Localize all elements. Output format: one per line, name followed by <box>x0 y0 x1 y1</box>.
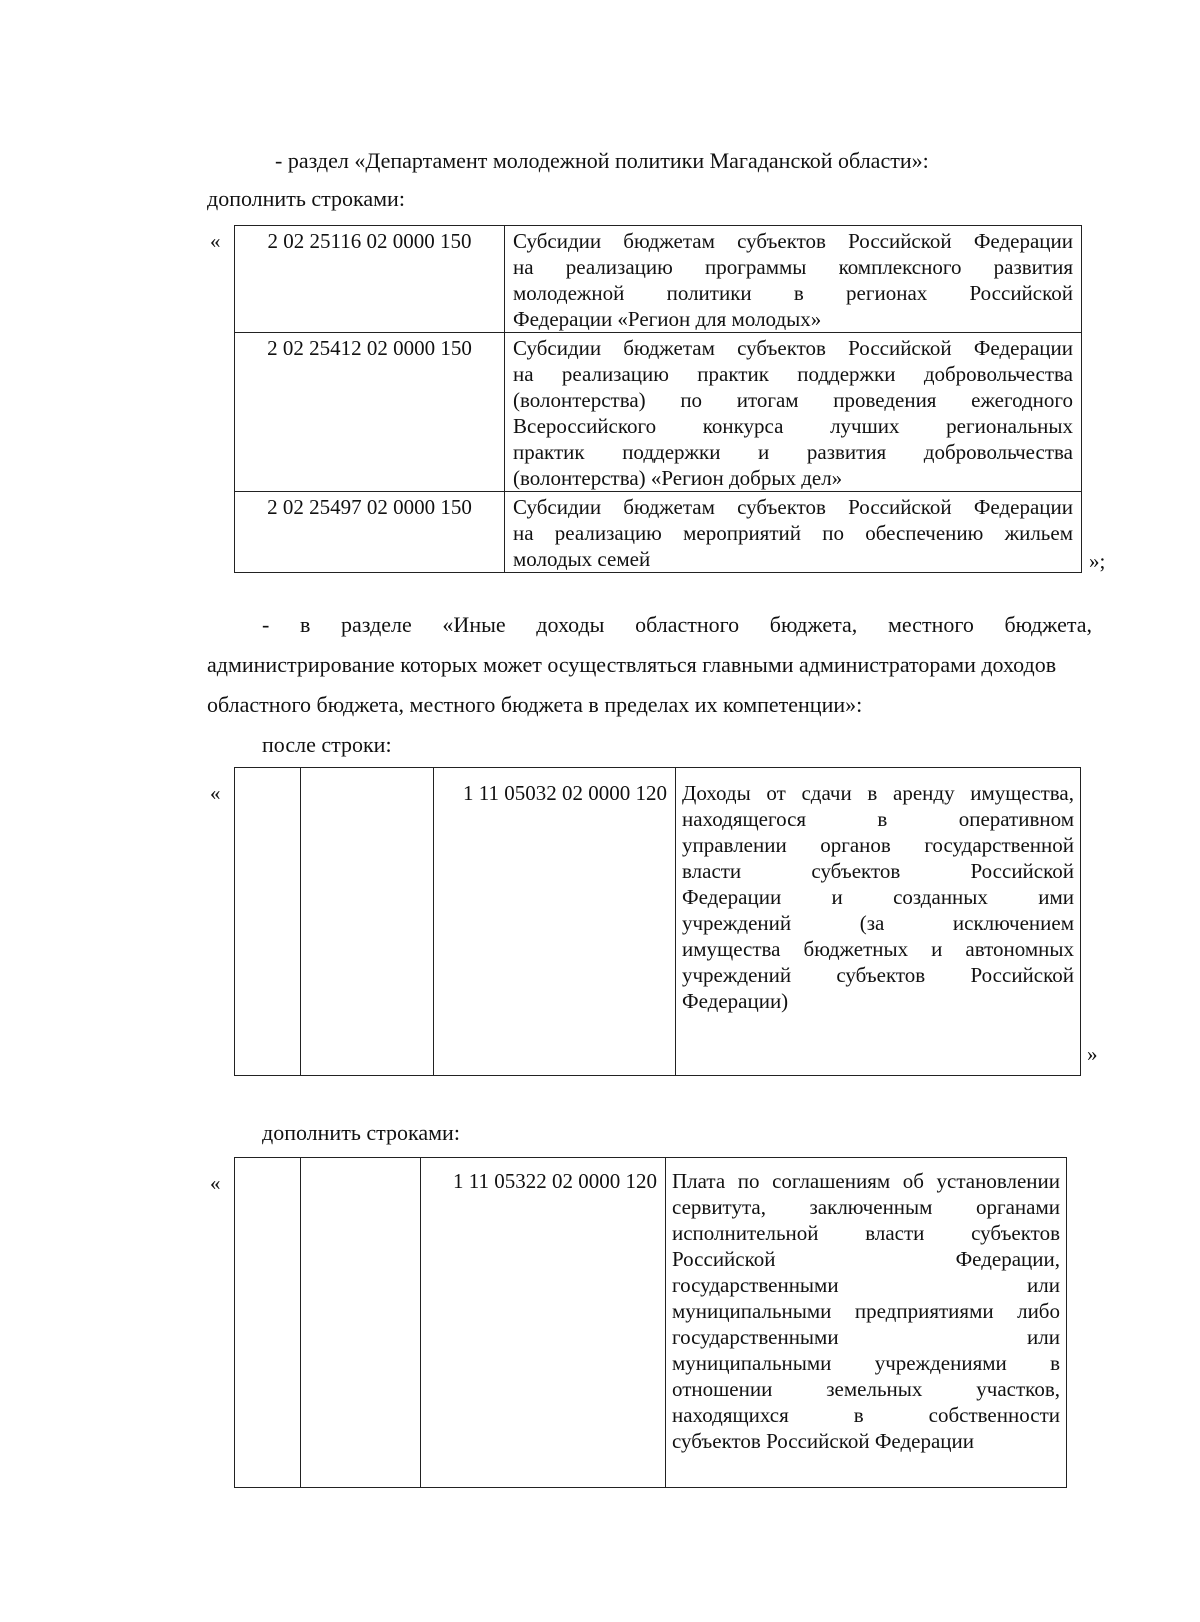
revenue-code: 2 02 25116 02 0000 150 <box>235 226 505 333</box>
new-row-table <box>234 1157 1067 1488</box>
description-line: муниципальными предприятиями либо <box>672 1299 1060 1323</box>
description-line: муниципальными учреждениями в <box>672 1351 1060 1375</box>
description-line: сервитута, заключенным органами <box>672 1195 1060 1219</box>
empty-cell <box>235 768 301 1076</box>
description-line: имущества бюджетных и автономных <box>682 937 1074 961</box>
section-2-line-3: областного бюджета, местного бюджета в пределах их компетенции»: <box>207 692 863 717</box>
description-line: практик поддержки и развития добровольчества <box>513 440 1073 464</box>
revenue-description <box>666 1158 1067 1488</box>
revenue-description <box>505 226 1082 333</box>
description-line: Субсидии бюджетам субъектов Российской Федерации <box>513 495 1073 519</box>
description-line: власти субъектов Российской <box>682 859 1074 883</box>
revenue-description <box>505 492 1082 573</box>
description-line: Плата по соглашениям об установлении <box>672 1169 1060 1193</box>
table-row <box>235 492 1082 573</box>
description-line: находящегося в оперативном <box>682 807 1074 831</box>
add-rows-label: дополнить строками: <box>207 186 405 211</box>
revenue-description <box>676 768 1081 1076</box>
description-line: Российской Федерации, <box>672 1247 1060 1271</box>
description-line: молодых семей <box>513 547 651 571</box>
description-line: Федерации) <box>682 989 789 1013</box>
close-quote-mark: »; <box>1089 549 1106 573</box>
description-line: Субсидии бюджетам субъектов Российской Федерации <box>513 336 1073 360</box>
description-line: государственными или <box>672 1325 1060 1349</box>
table-row <box>235 333 1082 492</box>
description-line: отношении земельных участков, <box>672 1377 1060 1401</box>
empty-cell <box>301 1158 421 1488</box>
description-line: на реализацию мероприятий по обеспечению жильем <box>513 521 1073 545</box>
table-row <box>235 1158 1067 1488</box>
description-line: субъектов Российской Федерации <box>672 1429 975 1453</box>
description-line: Доходы от сдачи в аренду имущества, <box>682 781 1074 805</box>
description-line: Субсидии бюджетам субъектов Российской Федерации <box>513 229 1073 253</box>
revenue-code: 2 02 25497 02 0000 150 <box>235 492 505 573</box>
description-line: на реализацию программы комплексного развития <box>513 255 1073 279</box>
description-line: Всероссийского конкурса лучших региональных <box>513 414 1073 438</box>
description-line: Федерации «Регион для молодых» <box>513 307 822 331</box>
empty-cell <box>301 768 434 1076</box>
empty-cell <box>235 1158 301 1488</box>
revenue-code: 1 11 05032 02 0000 120 <box>434 768 676 1076</box>
section-2-line-2: администрирование которых может осуществляться главными администраторами доходов <box>207 652 1057 677</box>
subsidies-table <box>234 225 1082 573</box>
table-row <box>235 226 1082 333</box>
description-line: молодежной политики в регионах Российской <box>513 281 1073 305</box>
description-line: учреждений (за исключением <box>682 911 1074 935</box>
revenue-code: 2 02 25412 02 0000 150 <box>235 333 505 492</box>
revenue-description <box>505 333 1082 492</box>
section-title-line: - раздел «Департамент молодежной политики Магаданской области»: <box>275 148 929 173</box>
open-quote-mark: « <box>210 229 221 253</box>
description-line: (волонтерства) «Регион добрых дел» <box>513 466 843 490</box>
open-quote-mark: « <box>210 781 221 805</box>
close-quote-mark: » <box>1087 1042 1098 1066</box>
revenue-code: 1 11 05322 02 0000 120 <box>421 1158 666 1488</box>
table-row <box>235 768 1081 1076</box>
description-line: учреждений субъектов Российской <box>682 963 1074 987</box>
description-line: находящихся в собственности <box>672 1403 1060 1427</box>
description-line: на реализацию практик поддержки добровольчества <box>513 362 1073 386</box>
description-line: (волонтерства) по итогам проведения ежегодного <box>513 388 1073 412</box>
description-line: Федерации и созданных ими <box>682 885 1074 909</box>
after-row-label: после строки: <box>262 732 392 757</box>
description-line: управлении органов государственной <box>682 833 1074 857</box>
existing-row-table <box>234 767 1081 1076</box>
add-rows-label-2: дополнить строками: <box>262 1120 460 1145</box>
section-2-line-1: - в разделе «Иные доходы областного бюджета, местного бюджета, <box>262 612 1092 637</box>
description-line: исполнительной власти субъектов <box>672 1221 1060 1245</box>
description-line: государственными или <box>672 1273 1060 1297</box>
open-quote-mark: « <box>210 1171 221 1195</box>
